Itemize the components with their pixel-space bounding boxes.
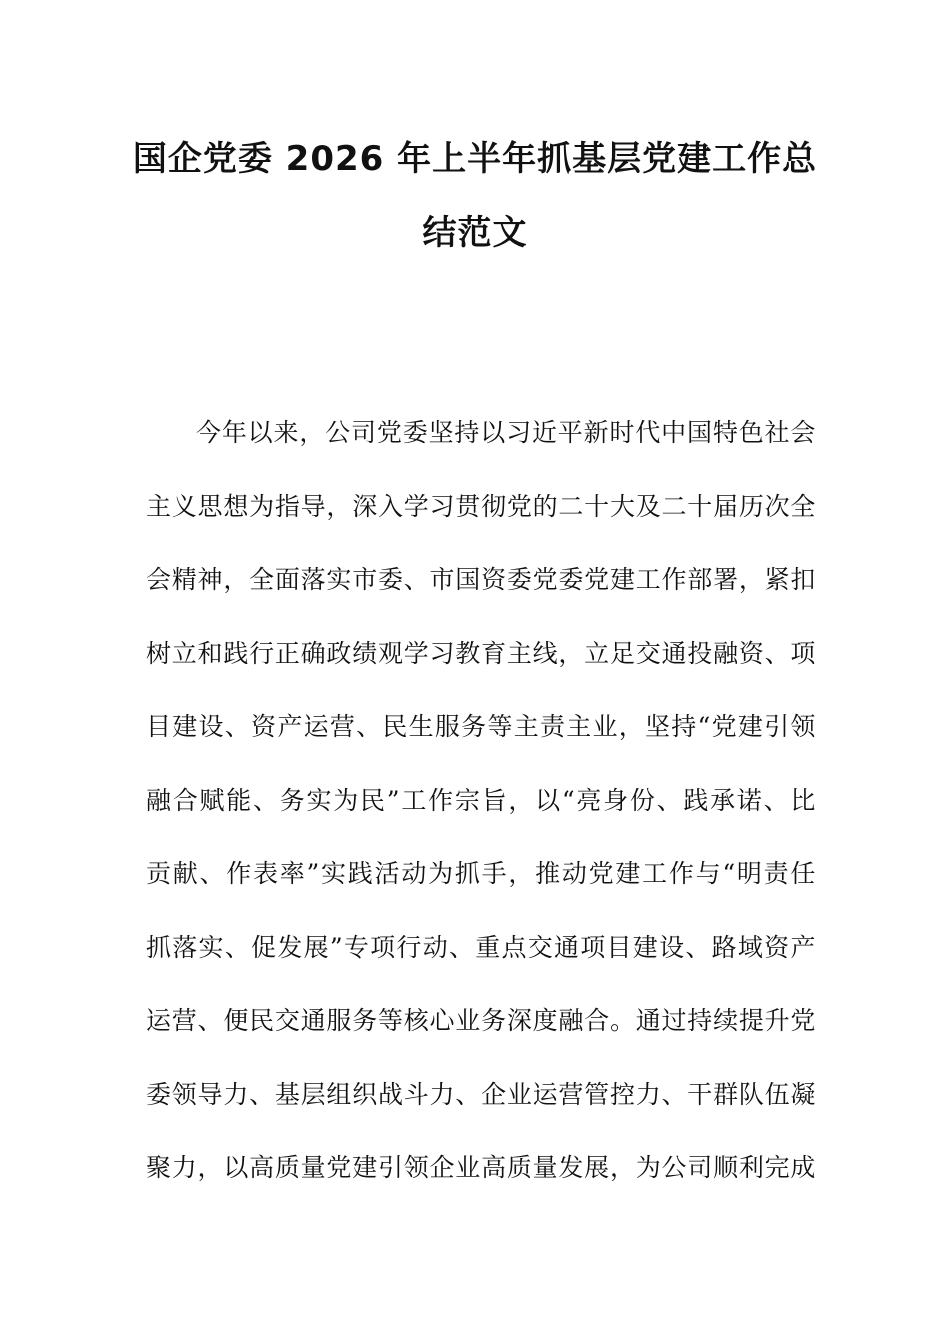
- body-line: 委领导力、基层组织战斗力、企业运营管控力、干群队伍凝: [146, 1079, 816, 1109]
- body-line: 聚力，以高质量党建引领企业高质量发展，为公司顺利完成: [146, 1153, 816, 1182]
- document-body: [146, 400, 816, 1209]
- body-line: 主义思想为指导，深入学习贯彻党的二十大及二十届历次全: [146, 491, 816, 521]
- body-line: 贡献、作表率”实践活动为抓手，推动党建工作与“明责任: [146, 859, 816, 888]
- document-title-line-1: 国企党委 2026 年上半年抓基层党建工作总: [132, 139, 818, 179]
- body-line: 运营、便民交通服务等核心业务深度融合。通过持续提升党: [146, 1006, 816, 1035]
- body-line: 目建设、资产运营、民生服务等主责主业，坚持“党建引领: [146, 712, 816, 741]
- body-line: 树立和践行正确政绩观学习教育主线，立足交通投融资、项: [146, 638, 816, 668]
- body-line: 今年以来，公司党委坚持以习近平新时代中国特色社会: [196, 418, 816, 447]
- body-line: 抓落实、促发展”专项行动、重点交通项目建设、路域资产: [146, 932, 816, 962]
- body-line: 融合赋能、务实为民”工作宗旨，以“亮身份、践承诺、比: [146, 785, 816, 815]
- document-title-line-2: 结范文: [422, 213, 528, 253]
- body-line: 会精神，全面落实市委、市国资委党委党建工作部署，紧扣: [146, 565, 816, 594]
